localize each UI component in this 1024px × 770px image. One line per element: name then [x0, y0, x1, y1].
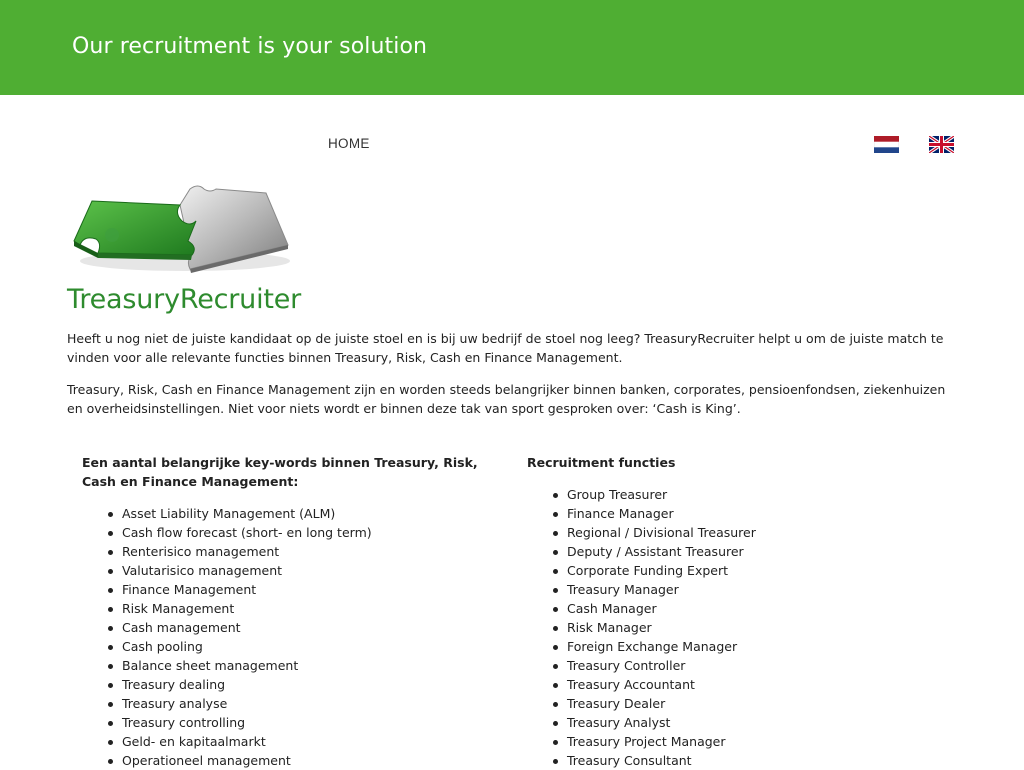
list-item: Asset Liability Management (ALM) — [82, 504, 502, 523]
list-item: Treasury Dealer — [527, 694, 947, 713]
functions-list — [527, 485, 947, 770]
list-item: Risk Manager — [527, 618, 947, 637]
list-item: Treasury dealing — [82, 675, 502, 694]
list-item: Valutarisico management — [82, 561, 502, 580]
list-item: Balance sheet management — [82, 656, 502, 675]
list-item: Treasury analyse — [82, 694, 502, 713]
site-title: TreasuryRecruiter — [67, 284, 302, 315]
list-item: Cash pooling — [82, 637, 502, 656]
list-item: Operationeel management — [82, 751, 502, 770]
uk-flag-icon[interactable] — [929, 136, 954, 153]
list-item: Treasury Project Manager — [527, 732, 947, 751]
puzzle-pieces-logo — [70, 183, 290, 275]
list-item: Deputy / Assistant Treasurer — [527, 542, 947, 561]
intro-paragraph-1: Heeft u nog niet de juiste kandidaat op de juiste stoel en is bij uw bedrijf de stoel nog leeg? TreasuryRecruiter helpt u om de juiste match te vinden voor alle relevante functies binnen Treasury, Risk, Cash en Finance Management. — [67, 331, 944, 365]
intro-paragraph-2: Treasury, Risk, Cash en Finance Management zijn en worden steeds belangrijker binnen banken, corporates, pensioenfondsen, ziekenhuizen en overheidsinstellingen. Niet voor niets wordt er binnen deze tak van sport gesproken over: ‘Cash is King’. — [67, 382, 946, 416]
list-item: Treasury Consultant — [527, 751, 947, 770]
keywords-column — [82, 453, 502, 770]
list-item: Treasury Controller — [527, 656, 947, 675]
list-item: Regional / Divisional Treasurer — [527, 523, 947, 542]
list-item: Renterisico management — [82, 542, 502, 561]
nav-home-link[interactable]: HOME — [328, 136, 370, 151]
list-item: Cash management — [82, 618, 502, 637]
keywords-list — [82, 504, 502, 770]
top-banner — [0, 0, 1024, 95]
list-item: Corporate Funding Expert — [527, 561, 947, 580]
list-item: Cash flow forecast (short- en long term) — [82, 523, 502, 542]
list-item: Group Treasurer — [527, 485, 947, 504]
list-item: Finance Manager — [527, 504, 947, 523]
list-item: Treasury Manager — [527, 580, 947, 599]
list-item: Risk Management — [82, 599, 502, 618]
list-item: Cash Manager — [527, 599, 947, 618]
netherlands-flag-icon[interactable] — [874, 136, 899, 153]
functions-column — [527, 453, 947, 770]
list-item: Treasury Analyst — [527, 713, 947, 732]
functions-heading: Recruitment functies — [527, 455, 676, 470]
list-item: Treasury controlling — [82, 713, 502, 732]
list-item: Foreign Exchange Manager — [527, 637, 947, 656]
keywords-heading: Een aantal belangrijke key-words binnen Treasury, Risk, Cash en Finance Management: — [82, 455, 478, 489]
list-item: Geld- en kapitaalmarkt — [82, 732, 502, 751]
list-item: Finance Management — [82, 580, 502, 599]
list-item: Treasury Accountant — [527, 675, 947, 694]
tagline: Our recruitment is your solution — [72, 34, 428, 59]
